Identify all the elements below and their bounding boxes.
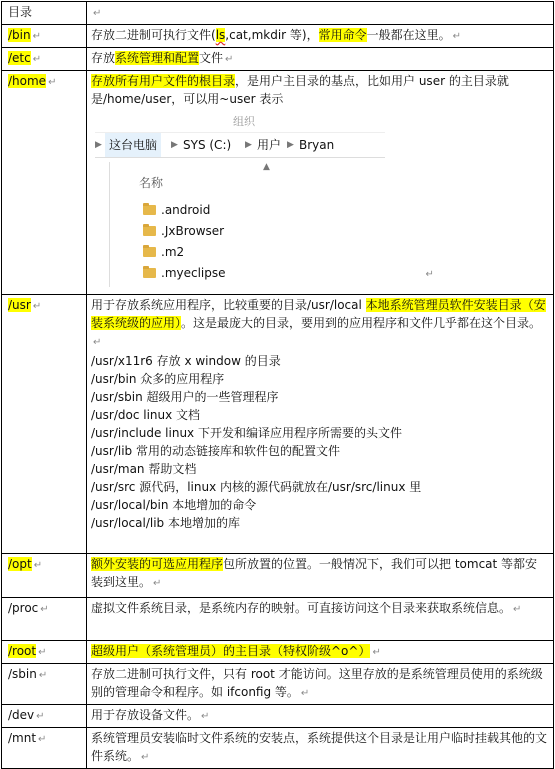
paragraph-mark: ↵ [38, 734, 47, 745]
paragraph-mark: ↵ [93, 337, 102, 348]
desc-cell-proc [87, 598, 554, 641]
paragraph-mark: ↵ [33, 560, 43, 571]
desc-highlight: 额外安装的可选应用程序 [91, 557, 224, 571]
folder-name: .myeclipse [161, 266, 226, 280]
paragraph-mark: ↵ [32, 301, 42, 312]
paragraph-mark: ↵ [141, 752, 150, 763]
paragraph-mark: ↵ [425, 269, 434, 280]
desc-text: 。这是最庞大的目录，要用到的应用程序和文件几乎都在这个目录。 [181, 316, 542, 330]
list-item [143, 221, 434, 242]
usr-subdir-line: /usr/bin 众多的应用程序 [91, 372, 225, 386]
key-cell-bin [2, 25, 87, 48]
key-cell-sbin [2, 664, 87, 705]
folder-name: .m2 [161, 245, 185, 259]
chevron-right-icon: ▶ [245, 140, 252, 150]
paragraph-mark: ↵ [38, 670, 48, 681]
dir-name: /opt [8, 557, 32, 571]
usr-subdir-line: /usr/local/bin 本地增加的命令 [91, 498, 257, 512]
folder-icon [143, 268, 156, 278]
desc-text: 包所放置的位置。一般情况下，我们可以把 tomcat 等都安装到这里。 [91, 557, 538, 589]
paragraph-mark: ↵ [38, 647, 47, 658]
table-row [2, 641, 554, 664]
key-cell-etc [2, 48, 87, 71]
desc-cell-bin [87, 25, 554, 48]
key-cell-usr [2, 295, 87, 554]
usr-subdir-line: /usr/local/lib 本地增加的库 [91, 516, 240, 530]
paragraph-mark: ↵ [300, 688, 310, 699]
header-cell [2, 2, 87, 25]
sort-caret-icon: ▲ [263, 162, 270, 172]
desc-cell-dev [87, 705, 554, 728]
desc-cell-home [87, 71, 554, 295]
key-cell-proc [2, 598, 87, 641]
desc-cell-sbin [87, 664, 554, 705]
explorer-screenshot [95, 112, 434, 287]
table-row [2, 48, 554, 71]
desc-text: 存放 [91, 51, 116, 65]
usr-subdir-line: /usr/doc linux 文档 [91, 408, 201, 422]
desc-highlight: 系统管理和配置 [115, 51, 200, 65]
key-cell-home [2, 71, 87, 295]
dir-name: /etc [8, 51, 31, 65]
desc-text: ls [215, 28, 226, 42]
breadcrumb-item: 用户 [257, 138, 282, 152]
desc-cell-usr [87, 295, 554, 554]
table-row [2, 705, 554, 728]
desc-text: 存放二进制可执行文件( [91, 28, 216, 42]
desc-text: 用于存放设备文件。 [91, 708, 200, 722]
table-row [2, 554, 554, 598]
paragraph-mark: ↵ [372, 647, 381, 658]
table-row [2, 25, 554, 48]
dir-name: /dev [8, 708, 35, 722]
key-cell-opt [2, 554, 87, 598]
usr-subdir-line: /usr/src 源代码，linux 内核的源代码就放在/usr/src/linux 里 [91, 480, 422, 494]
organize-label: 组织 [233, 115, 255, 128]
table-row [2, 295, 554, 554]
desc-highlight: 本地系统管理员软件安装目录（安装系统级的应用） [91, 298, 546, 330]
chevron-right-icon: ▶ [95, 140, 102, 150]
key-cell-dev [2, 705, 87, 728]
desc-text: 系统管理员安装临时文件系统的安装点，系统提供这个目录是让用户临时挂载其他的文件系统。 [91, 731, 548, 763]
header-title: 目录 [8, 5, 33, 19]
desc-text: 用于存放系统应用程序，比较重要的目录/usr/local [91, 298, 366, 312]
paragraph-mark: ↵ [201, 711, 210, 722]
breadcrumb-item: SYS (C:) [183, 138, 232, 152]
desc-text: 一般都在这里。 [366, 28, 451, 42]
list-item [143, 200, 434, 221]
folder-name: .JxBrowser [161, 224, 225, 238]
desc-cell-opt [87, 554, 554, 598]
dir-name: /usr [8, 298, 31, 312]
dir-name: /home [8, 74, 47, 88]
desc-text: 文件 [199, 51, 224, 65]
directory-table [1, 1, 554, 769]
chevron-right-icon: ▶ [287, 140, 294, 150]
usr-subdir-line: /usr/sbin 超级用户的一些管理程序 [91, 390, 279, 404]
dir-name: /bin [8, 28, 31, 42]
column-header-name: 名称 [139, 176, 164, 190]
desc-text: ,cat,mkdir 等)， [225, 28, 319, 42]
paragraph-mark: ↵ [32, 54, 42, 65]
chevron-right-icon: ▶ [171, 140, 178, 150]
folder-list [143, 200, 434, 284]
dir-name: /root [8, 644, 37, 658]
dir-name: /proc [8, 601, 39, 615]
header-empty-cell [87, 2, 554, 25]
table-row [2, 728, 554, 769]
explorer-toolbar [95, 112, 385, 133]
usr-subdir-line: /usr/x11r6 存放 x window 的目录 [91, 354, 281, 368]
paragraph-mark: ↵ [32, 31, 41, 42]
usr-subdir-line: /usr/man 帮助文档 [91, 462, 197, 476]
folder-icon [143, 205, 156, 215]
usr-subdir-line: /usr/lib 常用的动态链接库和软件包的配置文件 [91, 444, 340, 458]
folder-icon [143, 226, 156, 236]
key-cell-root [2, 641, 87, 664]
paragraph-mark: ↵ [225, 54, 234, 65]
breadcrumb [95, 133, 385, 158]
key-cell-mnt [2, 728, 87, 769]
paragraph-mark: ↵ [452, 31, 462, 42]
desc-text: ，是用户主目录的基点，比如用户 user 的主目录就是/home/user，可以用~user 表示 [91, 74, 509, 106]
desc-highlight: 超级用户（系统管理员）的主目录（特权阶级^o^） [91, 644, 371, 658]
desc-highlight: 常用命令 [318, 28, 367, 42]
table-row [2, 71, 554, 295]
folder-name: .android [161, 203, 211, 217]
desc-highlight: 存放所有用户文件的根目录 [91, 74, 236, 88]
list-item [143, 242, 434, 263]
paragraph-mark: ↵ [153, 578, 162, 589]
table-row [2, 598, 554, 641]
paragraph-mark: ↵ [36, 711, 45, 722]
table-row [2, 2, 554, 25]
desc-cell-etc [87, 48, 554, 71]
folder-icon [143, 247, 156, 257]
paragraph-mark: ↵ [513, 604, 522, 615]
divider [109, 162, 110, 287]
dir-name: /mnt [8, 731, 37, 745]
desc-cell-mnt [87, 728, 554, 769]
table-row [2, 664, 554, 705]
paragraph-mark: ↵ [93, 8, 102, 19]
desc-text: 虚拟文件系统目录，是系统内存的映射。可直接访问这个目录来获取系统信息。 [91, 601, 512, 615]
paragraph-mark: ↵ [40, 604, 49, 615]
desc-cell-root [87, 641, 554, 664]
breadcrumb-item: Bryan [299, 138, 335, 152]
breadcrumb-item: 这台电脑 [105, 133, 161, 157]
list-item [143, 263, 434, 284]
desc-text: 存放二进制可执行文件，只有 root 才能访问。这里存放的是系统管理员使用的系统级别的管理命令和程序。如 ifconfig 等。 [91, 667, 543, 699]
paragraph-mark: ↵ [48, 77, 57, 88]
usr-subdir-line: /usr/include linux 下开发和编译应用程序所需要的头文件 [91, 426, 402, 440]
dir-name: /sbin [8, 667, 37, 681]
